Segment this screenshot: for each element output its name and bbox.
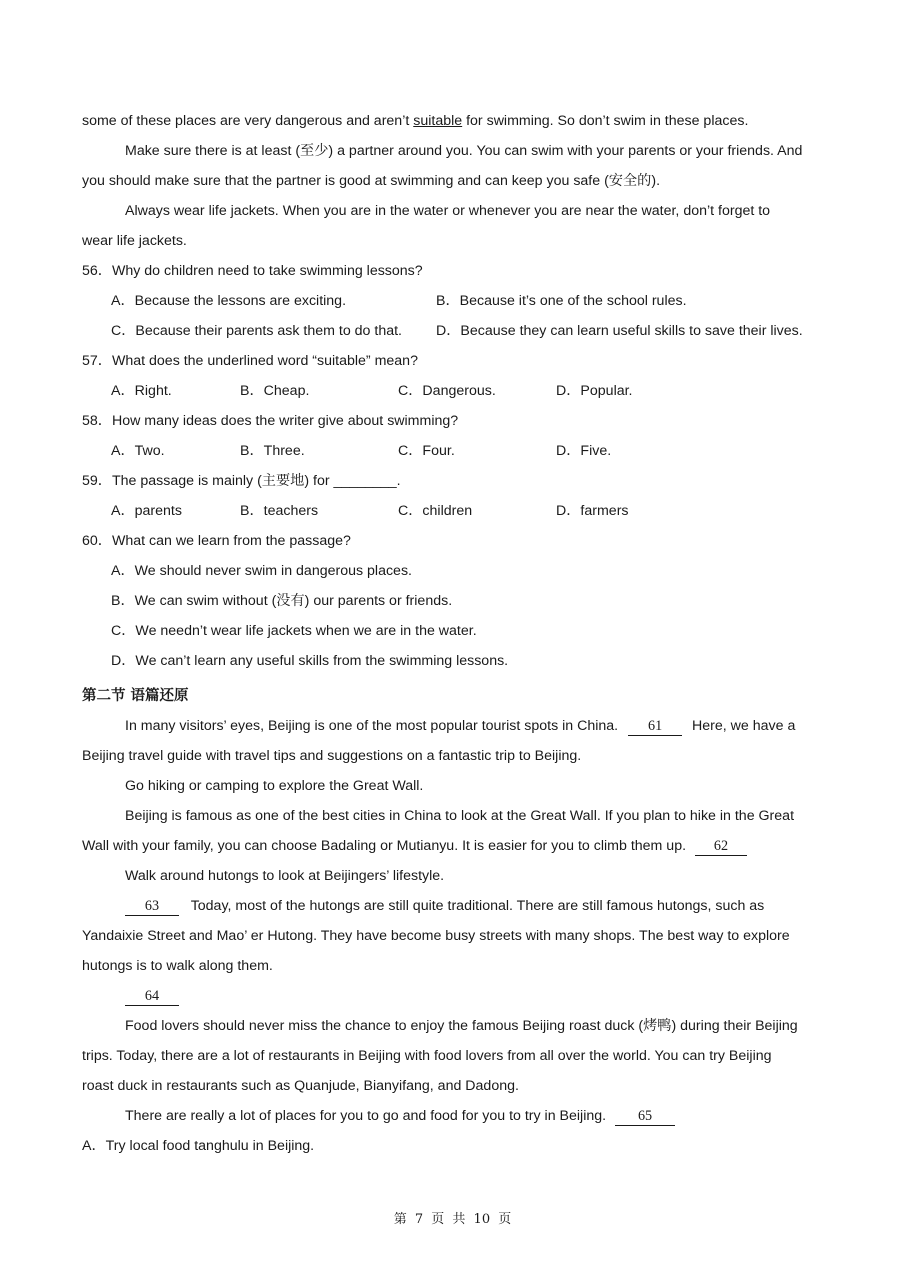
option-a[interactable]: A．Two. — [111, 443, 165, 459]
passage-line — [82, 106, 832, 136]
blank-65[interactable]: 65 — [615, 1107, 675, 1126]
passage-line: Beijing travel guide with travel tips and suggestions on a fantastic trip to Beijing. — [82, 748, 582, 764]
passage-line: Beijing is famous as one of the best cities in China to look at the Great Wall. If you plan to hike in the Great — [125, 808, 795, 824]
question-56-options-row — [82, 286, 832, 316]
passage-line: roast duck in restaurants such as Quanjude, Bianyifang, and Dadong. — [82, 1078, 519, 1094]
blank-63[interactable]: 63 — [125, 897, 179, 916]
option-a[interactable]: A．Right. — [111, 383, 172, 399]
option-a[interactable]: A．Because the lessons are exciting. — [111, 293, 347, 309]
blank-62[interactable]: 62 — [695, 837, 747, 856]
passage-line: you should make sure that the partner is good at swimming and can keep you safe (安全的). — [82, 173, 661, 189]
passage-line — [82, 831, 832, 861]
question-60-stem: 60．What can we learn from the passage? — [82, 533, 351, 549]
passage-line — [82, 1101, 832, 1131]
passage-line: Food lovers should never miss the chance to enjoy the famous Beijing roast duck (烤鸭) during their Beijing — [125, 1018, 798, 1034]
option-b[interactable]: B．Cheap. — [240, 383, 310, 399]
option-d[interactable]: D．Popular. — [556, 383, 633, 399]
blank-64[interactable]: 64 — [125, 987, 179, 1006]
question-57-options-row — [82, 376, 832, 406]
question-56-stem: 56．Why do children need to take swimming lessons? — [82, 263, 423, 279]
option-d[interactable]: D．We can’t learn any useful skills from the swimming lessons. — [111, 653, 509, 669]
section-heading: 第二节 语篇还原 — [82, 688, 189, 704]
passage-text: Wall with your family, you can choose Badaling or Mutianyu. It is easier for you to climb them up. — [82, 838, 687, 854]
passage-line: Always wear life jackets. When you are in the water or whenever you are near the water, don’t forget to — [125, 203, 771, 219]
passage-text: Here, we have a — [692, 718, 796, 734]
option-c[interactable]: C．Four. — [398, 443, 455, 459]
passage-text: for swimming. So don’t swim in these places. — [462, 113, 749, 129]
passage-line — [82, 981, 832, 1011]
underlined-word: suitable — [413, 113, 463, 129]
option-c[interactable]: C．Dangerous. — [398, 383, 496, 399]
option-b[interactable]: B．We can swim without (没有) our parents or friends. — [111, 593, 453, 609]
option-d[interactable]: D．Five. — [556, 443, 612, 459]
passage-text: There are really a lot of places for you to go and food for you to try in Beijing. — [125, 1108, 607, 1124]
passage-line: Make sure there is at least (至少) a partner around you. You can swim with your parents or your friends. And — [125, 143, 803, 159]
option-a[interactable]: A．parents — [111, 503, 182, 519]
answer-option-a[interactable]: A．Try local food tanghulu in Beijing. — [82, 1138, 315, 1154]
option-b[interactable]: B．Because it’s one of the school rules. — [436, 293, 687, 309]
passage-line: wear life jackets. — [82, 233, 187, 249]
passage-line: Yandaixie Street and Mao’ er Hutong. They have become busy streets with many shops. The best way to explore — [82, 928, 790, 944]
document-page — [82, 106, 832, 1161]
question-59-stem: 59．The passage is mainly (主要地) for ________. — [82, 473, 401, 489]
passage-line: hutongs is to walk along them. — [82, 958, 273, 974]
page-footer: 第 7 页 共 10 页 — [393, 1212, 512, 1227]
question-56-options-row — [82, 316, 832, 346]
option-b[interactable]: B．teachers — [240, 503, 319, 519]
passage-line: trips. Today, there are a lot of restaurants in Beijing with food lovers from all over the world. You can try Beijing — [82, 1048, 772, 1064]
option-d[interactable]: D．farmers — [556, 503, 629, 519]
option-c[interactable]: C．Because their parents ask them to do that. — [111, 323, 402, 339]
question-58-options-row — [82, 436, 832, 466]
option-c[interactable]: C．children — [398, 503, 473, 519]
option-b[interactable]: B．Three. — [240, 443, 305, 459]
option-d[interactable]: D．Because they can learn useful skills to save their lives. — [436, 323, 803, 339]
passage-text: Today, most of the hutongs are still quite traditional. There are still famous hutongs, such as — [190, 898, 765, 914]
passage-text: some of these places are very dangerous and aren’t — [82, 113, 414, 129]
subheading: Walk around hutongs to look at Beijingers’ lifestyle. — [125, 868, 445, 884]
question-59-options-row — [82, 496, 832, 526]
passage-line — [82, 711, 832, 741]
option-a[interactable]: A．We should never swim in dangerous places. — [111, 563, 412, 579]
option-c[interactable]: C．We needn’t wear life jackets when we are in the water. — [111, 623, 477, 639]
passage-text: In many visitors’ eyes, Beijing is one of the most popular tourist spots in China. — [125, 718, 619, 734]
subheading: Go hiking or camping to explore the Great Wall. — [125, 778, 424, 794]
passage-line — [82, 891, 832, 921]
blank-61[interactable]: 61 — [628, 717, 682, 736]
question-57-stem: 57．What does the underlined word “suitable” mean? — [82, 353, 418, 369]
question-58-stem: 58．How many ideas does the writer give about swimming? — [82, 413, 459, 429]
